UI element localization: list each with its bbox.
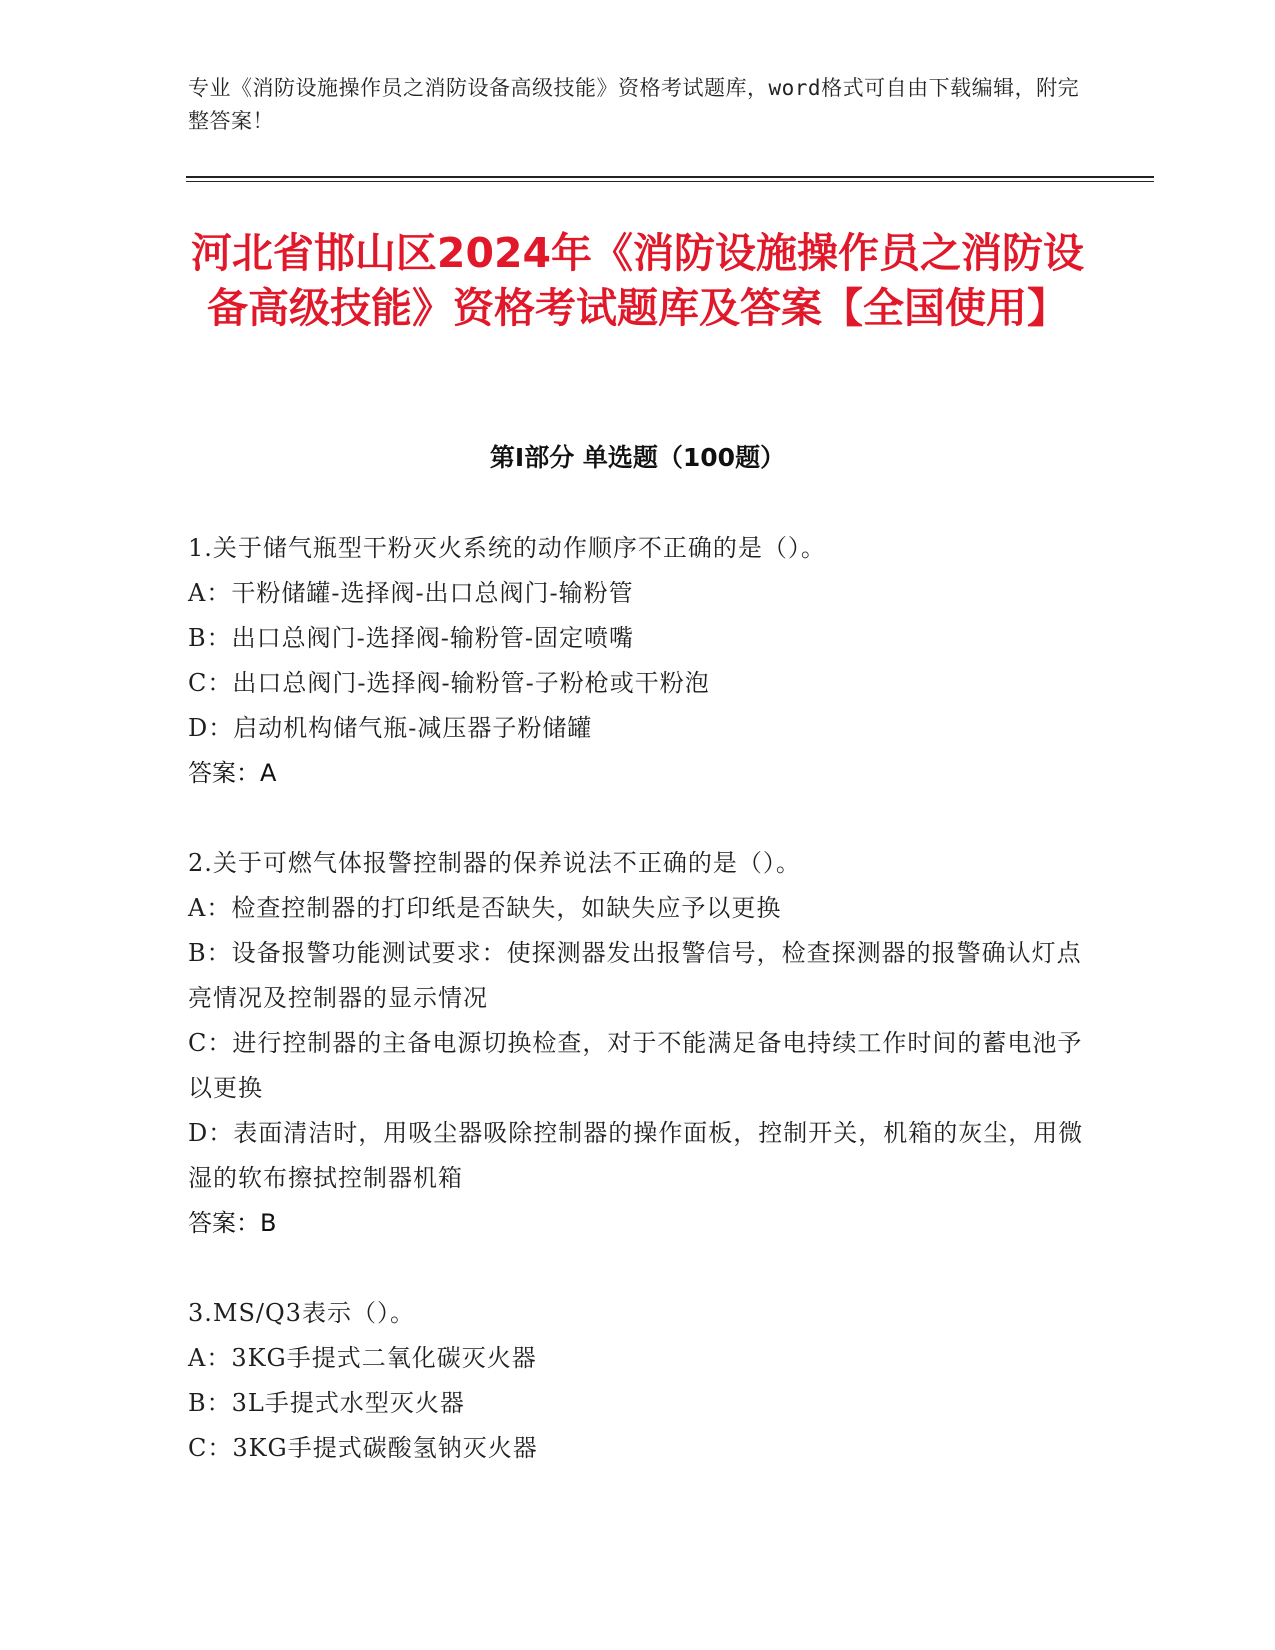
question-1 (188, 526, 1088, 796)
option-c: C：出口总阀门-选择阀-输粉管-子粉枪或干粉泡 (188, 669, 710, 697)
section-heading: 第I部分 单选题（100题） (489, 443, 786, 472)
question-stem: 1.关于储气瓶型干粉灭火系统的动作顺序不正确的是（）。 (188, 534, 826, 562)
question-2 (188, 841, 1088, 1246)
option-b: B：设备报警功能测试要求：使探测器发出报警信号，检查探测器的报警确认灯点亮情况及控制器的显示情况 (188, 939, 1082, 1012)
answer: 答案：A (188, 759, 277, 787)
option-c: C：3KG手提式碳酸氢钠灭火器 (188, 1434, 538, 1462)
header-divider-thin (186, 181, 1154, 182)
answer: 答案：B (188, 1209, 277, 1237)
option-d: D：表面清洁时，用吸尘器吸除控制器的操作面板，控制开关，机箱的灰尘，用微湿的软布擦拭控制器机箱 (188, 1119, 1084, 1192)
header-note: 专业《消防设施操作员之消防设备高级技能》资格考试题库，word格式可自由下载编辑，附完整答案！ (188, 76, 1080, 133)
option-d: D：启动机构储气瓶-减压器子粉储罐 (188, 714, 593, 742)
question-3 (188, 1291, 1088, 1471)
option-a: A：3KG手提式二氧化碳灭火器 (188, 1344, 537, 1372)
option-b: B：3L手提式水型灭火器 (188, 1389, 465, 1417)
header-divider-thick (186, 176, 1154, 178)
question-list (188, 526, 1088, 1516)
option-b: B：出口总阀门-选择阀-输粉管-固定喷嘴 (188, 624, 634, 652)
document-title: 河北省邯山区2024年《消防设施操作员之消防设备高级技能》资格考试题库及答案【全国使用】 (190, 229, 1085, 332)
option-a: A：干粉储罐-选择阀-出口总阀门-输粉管 (188, 579, 634, 607)
option-a: A：检查控制器的打印纸是否缺失，如缺失应予以更换 (188, 894, 782, 922)
option-c: C：进行控制器的主备电源切换检查，对于不能满足备电持续工作时间的蓄电池予以更换 (188, 1029, 1083, 1102)
question-stem: 3.MS/Q3表示（）。 (188, 1299, 415, 1327)
question-stem: 2.关于可燃气体报警控制器的保养说法不正确的是（）。 (188, 849, 801, 877)
